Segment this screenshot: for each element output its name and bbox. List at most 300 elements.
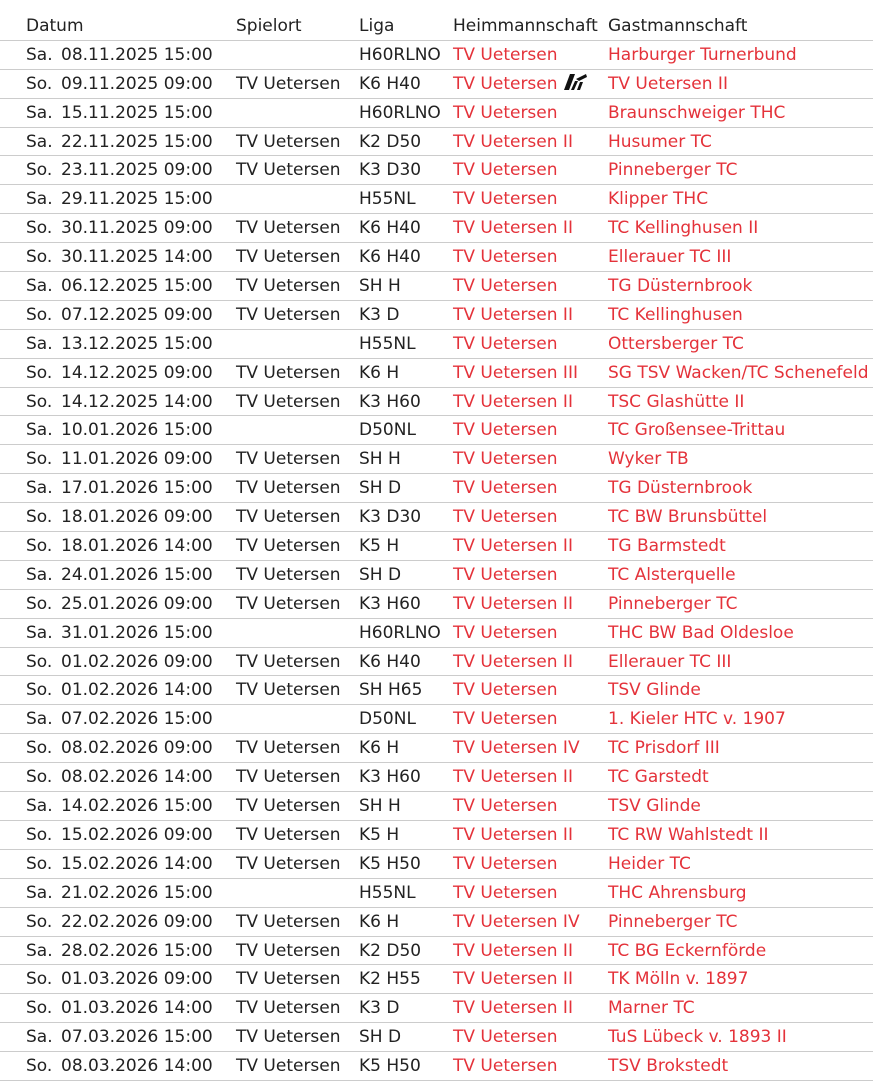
row-spielort (236, 561, 341, 589)
row-weekday-text: So. (26, 651, 53, 672)
row-gastmannschaft-text[interactable]: TC Großensee-Trittau (608, 420, 786, 441)
row-heimmannschaft-text[interactable]: TV Uetersen II (453, 131, 573, 152)
row-spielort (236, 850, 341, 878)
row-date-text: 25.01.2026 09:00 (61, 593, 213, 614)
row-liga-text: K6 H40 (359, 218, 421, 239)
row-heimmannschaft-text[interactable]: TV Uetersen II (453, 391, 573, 412)
row-heimmannschaft-text[interactable]: TV Uetersen II (453, 998, 573, 1019)
row-weekday (26, 156, 52, 184)
row-spielort-text: TV Uetersen (236, 391, 341, 412)
row-liga-text: K6 H (359, 738, 400, 759)
row-gastmannschaft-text[interactable]: TSV Glinde (608, 796, 701, 817)
row-weekday-text: So. (26, 1056, 53, 1077)
row-gastmannschaft[interactable] (608, 503, 767, 531)
row-gastmannschaft-text[interactable]: 1. Kieler HTC v. 1907 (608, 709, 786, 730)
row-gastmannschaft[interactable] (608, 416, 785, 444)
row-weekday (26, 185, 53, 213)
row-weekday (26, 908, 52, 936)
row-gastmannschaft-text[interactable]: Husumer TC (608, 131, 712, 152)
row-gastmannschaft-text[interactable]: Heider TC (608, 853, 691, 874)
row-gastmannschaft[interactable] (608, 185, 708, 213)
header-gastmannschaft: Gastmannschaft (608, 16, 748, 36)
row-heimmannschaft[interactable] (453, 388, 573, 416)
table-row (0, 965, 873, 994)
row-date (61, 705, 213, 733)
row-heimmannschaft[interactable] (453, 1023, 558, 1051)
row-heimmannschaft-text[interactable]: TV Uetersen (453, 507, 558, 528)
row-heimmannschaft[interactable] (453, 763, 573, 791)
row-weekday-text: So. (26, 767, 53, 788)
row-liga-text: K3 H60 (359, 767, 421, 788)
row-liga (359, 879, 416, 907)
row-gastmannschaft-text[interactable]: Ellerauer TC III (608, 651, 732, 672)
row-gastmannschaft[interactable] (608, 821, 769, 849)
row-gastmannschaft[interactable] (608, 156, 737, 184)
row-weekday (26, 243, 52, 271)
row-gastmannschaft-text[interactable]: Pinneberger TC (608, 160, 738, 181)
row-gastmannschaft[interactable] (608, 243, 731, 271)
row-gastmannschaft-text[interactable]: Braunschweiger THC (608, 102, 786, 123)
row-date (61, 734, 213, 762)
row-liga (359, 41, 441, 69)
row-heimmannschaft[interactable] (453, 330, 558, 358)
row-date (61, 474, 213, 502)
row-heimmannschaft-text[interactable]: TV Uetersen (453, 247, 558, 268)
row-liga (359, 590, 421, 618)
row-liga-text: H55NL (359, 882, 416, 903)
row-gastmannschaft[interactable] (608, 908, 737, 936)
row-spielort-text: TV Uetersen (236, 449, 341, 470)
row-liga-text: H55NL (359, 189, 416, 210)
row-gastmannschaft[interactable] (608, 619, 794, 647)
row-date (61, 532, 213, 560)
row-gastmannschaft-text[interactable]: Marner TC (608, 998, 695, 1019)
row-weekday (26, 561, 53, 589)
row-date (61, 619, 213, 647)
row-weekday-text: So. (26, 998, 53, 1019)
row-gastmannschaft[interactable] (608, 128, 712, 156)
row-weekday (26, 590, 52, 618)
table-row (0, 41, 873, 70)
table-row (0, 705, 873, 734)
row-gastmannschaft[interactable] (608, 1023, 787, 1051)
row-heimmannschaft-text[interactable]: TV Uetersen II (453, 969, 573, 990)
row-gastmannschaft-text[interactable]: Pinneberger TC (608, 593, 738, 614)
row-gastmannschaft-text[interactable]: TV Uetersen II (608, 73, 728, 94)
row-heimmannschaft[interactable] (453, 474, 558, 502)
row-gastmannschaft[interactable] (608, 561, 736, 589)
row-gastmannschaft-text[interactable]: TG Düsternbrook (608, 276, 753, 297)
row-liga (359, 1023, 401, 1051)
row-date-text: 10.01.2026 15:00 (61, 420, 213, 441)
row-liga-text: K3 D30 (359, 160, 422, 181)
row-heimmannschaft-text[interactable]: TV Uetersen IV (453, 738, 580, 759)
table-row (0, 156, 873, 185)
row-liga-text: K6 H (359, 911, 400, 932)
table-row (0, 792, 873, 821)
row-heimmannschaft-text[interactable]: TV Uetersen (453, 276, 558, 297)
row-date (61, 676, 213, 704)
table-row (0, 1023, 873, 1052)
row-date-text: 01.03.2026 09:00 (61, 969, 213, 990)
row-gastmannschaft-text[interactable]: Klipper THC (608, 189, 709, 210)
table-row (0, 272, 873, 301)
row-heimmannschaft-text[interactable]: TV Uetersen (453, 1056, 558, 1077)
row-heimmannschaft[interactable] (453, 185, 558, 213)
row-gastmannschaft[interactable] (608, 850, 691, 878)
row-heimmannschaft[interactable] (453, 272, 558, 300)
row-heimmannschaft-text[interactable]: TV Uetersen (453, 622, 558, 643)
row-spielort (236, 1052, 341, 1080)
row-liga-text: K6 H40 (359, 651, 421, 672)
row-liga (359, 532, 399, 560)
row-heimmannschaft[interactable] (453, 1052, 558, 1080)
row-gastmannschaft-text[interactable]: SG TSV Wacken/TC Schenefeld (608, 362, 869, 383)
row-date (61, 330, 213, 358)
row-heimmannschaft[interactable] (453, 70, 588, 98)
row-date (61, 301, 213, 329)
row-weekday (26, 474, 53, 502)
row-gastmannschaft[interactable] (608, 70, 728, 98)
row-weekday-text: So. (26, 218, 53, 239)
row-heimmannschaft[interactable] (453, 561, 558, 589)
table-row (0, 879, 873, 908)
row-spielort-text: TV Uetersen (236, 218, 341, 239)
row-liga-text: K6 H40 (359, 73, 421, 94)
row-gastmannschaft[interactable] (608, 1052, 728, 1080)
row-gastmannschaft[interactable] (608, 590, 737, 618)
row-spielort-text: TV Uetersen (236, 824, 341, 845)
row-spielort (236, 156, 341, 184)
row-weekday-text: So. (26, 680, 53, 701)
row-liga-text: K3 D (359, 304, 400, 325)
row-weekday-text: So. (26, 969, 53, 990)
table-row (0, 676, 873, 705)
row-date-text: 01.02.2026 09:00 (61, 651, 213, 672)
row-gastmannschaft-text[interactable]: Pinneberger TC (608, 911, 738, 932)
row-gastmannschaft[interactable] (608, 994, 695, 1022)
row-liga-text: SH H (359, 276, 401, 297)
row-liga (359, 705, 416, 733)
row-gastmannschaft-text[interactable]: TK Mölln v. 1897 (608, 969, 749, 990)
row-liga-text: K5 H (359, 824, 400, 845)
row-date-text: 28.02.2026 15:00 (61, 940, 213, 961)
row-liga-text: K5 H (359, 536, 400, 557)
row-spielort (236, 128, 341, 156)
row-liga-text: K2 D50 (359, 940, 422, 961)
row-liga-text: K6 H (359, 362, 400, 383)
row-weekday-text: Sa. (26, 189, 53, 210)
row-heimmannschaft-text[interactable]: TV Uetersen (453, 160, 558, 181)
row-gastmannschaft[interactable] (608, 272, 752, 300)
row-gastmannschaft[interactable] (608, 879, 747, 907)
row-weekday (26, 272, 53, 300)
row-heimmannschaft[interactable] (453, 994, 573, 1022)
row-heimmannschaft-text[interactable]: TV Uetersen (453, 1027, 558, 1048)
table-row (0, 330, 873, 359)
row-spielort-text: TV Uetersen (236, 362, 341, 383)
row-weekday-text: Sa. (26, 478, 53, 499)
row-heimmannschaft[interactable] (453, 359, 578, 387)
row-date-text: 08.02.2026 14:00 (61, 767, 213, 788)
row-gastmannschaft-text[interactable]: THC Ahrensburg (608, 882, 747, 903)
row-heimmannschaft-text[interactable]: TV Uetersen (453, 882, 558, 903)
row-heimmannschaft-text[interactable]: TV Uetersen (453, 478, 558, 499)
row-weekday-text: Sa. (26, 882, 53, 903)
row-gastmannschaft[interactable] (608, 330, 744, 358)
row-gastmannschaft-text[interactable]: TC Kellinghusen (608, 304, 743, 325)
row-weekday-text: So. (26, 507, 53, 528)
row-heimmannschaft[interactable] (453, 821, 573, 849)
row-liga (359, 359, 399, 387)
row-liga (359, 156, 421, 184)
row-weekday-text: So. (26, 824, 53, 845)
row-liga (359, 648, 421, 676)
header-datum: Datum (26, 16, 84, 36)
row-date-text: 18.01.2026 14:00 (61, 536, 213, 557)
row-spielort-text: TV Uetersen (236, 131, 341, 152)
row-heimmannschaft[interactable] (453, 908, 580, 936)
row-liga (359, 994, 399, 1022)
row-heimmannschaft[interactable] (453, 792, 558, 820)
row-spielort (236, 214, 341, 242)
row-heimmannschaft[interactable] (453, 243, 558, 271)
row-gastmannschaft-text[interactable]: Ellerauer TC III (608, 247, 732, 268)
row-weekday (26, 388, 52, 416)
row-date (61, 156, 213, 184)
table-row (0, 821, 873, 850)
row-weekday-text: Sa. (26, 796, 53, 817)
row-liga-text: H60RLNO (359, 44, 441, 65)
row-gastmannschaft[interactable] (608, 676, 701, 704)
row-date-text: 21.02.2026 15:00 (61, 882, 213, 903)
row-gastmannschaft[interactable] (608, 937, 766, 965)
row-weekday (26, 734, 52, 762)
row-spielort-text: TV Uetersen (236, 940, 341, 961)
row-date-text: 14.02.2026 15:00 (61, 796, 213, 817)
row-heimmannschaft-text[interactable]: TV Uetersen II (453, 304, 573, 325)
row-weekday-text: Sa. (26, 276, 53, 297)
row-heimmannschaft-text[interactable]: TV Uetersen (453, 420, 558, 441)
row-spielort-text: TV Uetersen (236, 247, 341, 268)
row-gastmannschaft[interactable] (608, 301, 743, 329)
row-heimmannschaft-text[interactable]: TV Uetersen (453, 73, 558, 94)
row-spielort-text: TV Uetersen (236, 651, 341, 672)
row-gastmannschaft-text[interactable]: TuS Lübeck v. 1893 II (608, 1027, 787, 1048)
row-gastmannschaft-text[interactable]: Ottersberger TC (608, 333, 744, 354)
row-liga-text: H60RLNO (359, 102, 441, 123)
row-gastmannschaft[interactable] (608, 648, 731, 676)
row-heimmannschaft-text[interactable]: TV Uetersen II (453, 824, 573, 845)
row-heimmannschaft[interactable] (453, 705, 558, 733)
row-spielort-text: TV Uetersen (236, 911, 341, 932)
row-date-text: 23.11.2025 09:00 (61, 160, 213, 181)
row-weekday (26, 965, 52, 993)
row-heimmannschaft[interactable] (453, 416, 558, 444)
row-liga (359, 445, 401, 473)
row-heimmannschaft[interactable] (453, 156, 558, 184)
row-heimmannschaft-text[interactable]: TV Uetersen II (453, 536, 573, 557)
row-heimmannschaft-text[interactable]: TV Uetersen (453, 853, 558, 874)
row-heimmannschaft[interactable] (453, 879, 558, 907)
row-heimmannschaft-text[interactable]: TV Uetersen III (453, 362, 578, 383)
row-gastmannschaft-text[interactable]: TC BW Brunsbüttel (608, 507, 768, 528)
row-gastmannschaft-text[interactable]: TC Garstedt (608, 767, 709, 788)
row-date (61, 214, 213, 242)
row-gastmannschaft-text[interactable]: Harburger Turnerbund (608, 44, 797, 65)
row-heimmannschaft[interactable] (453, 301, 573, 329)
row-liga-text: SH D (359, 478, 402, 499)
row-gastmannschaft[interactable] (608, 734, 720, 762)
row-spielort (236, 301, 341, 329)
row-weekday (26, 301, 52, 329)
row-heimmannschaft-text[interactable]: TV Uetersen (453, 189, 558, 210)
row-heimmannschaft-text[interactable]: TV Uetersen (453, 333, 558, 354)
row-date-text: 22.02.2026 09:00 (61, 911, 213, 932)
table-row (0, 185, 873, 214)
row-weekday-text: Sa. (26, 940, 53, 961)
row-heimmannschaft[interactable] (453, 965, 573, 993)
row-heimmannschaft-text[interactable]: TV Uetersen (453, 796, 558, 817)
row-gastmannschaft-text[interactable]: TC BG Eckernförde (608, 940, 767, 961)
row-date-text: 24.01.2026 15:00 (61, 564, 213, 585)
row-weekday-text: So. (26, 391, 53, 412)
table-row (0, 937, 873, 966)
row-gastmannschaft-text[interactable]: TC RW Wahlstedt II (608, 824, 769, 845)
row-gastmannschaft-text[interactable]: TSC Glashütte II (608, 391, 745, 412)
row-heimmannschaft[interactable] (453, 734, 580, 762)
table-row (0, 532, 873, 561)
row-spielort (236, 445, 341, 473)
row-gastmannschaft-text[interactable]: TG Düsternbrook (608, 478, 753, 499)
row-date-text: 07.12.2025 09:00 (61, 304, 213, 325)
row-date-text: 08.02.2026 09:00 (61, 738, 213, 759)
row-spielort (236, 908, 341, 936)
row-heimmannschaft[interactable] (453, 850, 558, 878)
row-date-text: 22.11.2025 15:00 (61, 131, 213, 152)
row-date (61, 359, 213, 387)
row-heimmannschaft-text[interactable]: TV Uetersen IV (453, 911, 580, 932)
row-heimmannschaft-text[interactable]: TV Uetersen (453, 680, 558, 701)
row-weekday (26, 1052, 52, 1080)
row-heimmannschaft-text[interactable]: TV Uetersen II (453, 651, 573, 672)
table-header-row (0, 12, 873, 41)
table-row (0, 994, 873, 1023)
row-weekday-text: So. (26, 247, 53, 268)
row-gastmannschaft-text[interactable]: THC BW Bad Oldesloe (608, 622, 794, 643)
row-spielort-text: TV Uetersen (236, 1056, 341, 1077)
row-liga-text: K3 D (359, 998, 400, 1019)
row-spielort-text: TV Uetersen (236, 478, 341, 499)
header-spielort: Spielort (236, 16, 302, 36)
row-gastmannschaft[interactable] (608, 532, 726, 560)
row-gastmannschaft[interactable] (608, 388, 744, 416)
row-date (61, 1052, 213, 1080)
row-liga (359, 503, 421, 531)
row-gastmannschaft-text[interactable]: TG Barmstedt (608, 536, 726, 557)
row-heimmannschaft[interactable] (453, 619, 558, 647)
row-weekday-text: So. (26, 738, 53, 759)
row-heimmannschaft-text[interactable]: TV Uetersen (453, 449, 558, 470)
row-gastmannschaft[interactable] (608, 792, 701, 820)
row-gastmannschaft-text[interactable]: TSV Brokstedt (608, 1056, 729, 1077)
row-weekday (26, 70, 52, 98)
row-liga-text: K3 H60 (359, 593, 421, 614)
row-heimmannschaft-text[interactable]: TV Uetersen II (453, 593, 573, 614)
row-heimmannschaft[interactable] (453, 41, 558, 69)
row-date-text: 29.11.2025 15:00 (61, 189, 213, 210)
row-gastmannschaft-text[interactable]: TC Alsterquelle (608, 564, 736, 585)
row-heimmannschaft[interactable] (453, 214, 573, 242)
row-gastmannschaft[interactable] (608, 445, 689, 473)
row-liga (359, 474, 401, 502)
row-gastmannschaft-text[interactable]: Wyker TB (608, 449, 689, 470)
row-date (61, 243, 213, 271)
row-weekday (26, 99, 53, 127)
row-heimmannschaft[interactable] (453, 676, 558, 704)
row-date (61, 128, 213, 156)
table-row (0, 128, 873, 157)
row-date (61, 272, 213, 300)
table-row (0, 648, 873, 677)
row-liga-text: H55NL (359, 333, 416, 354)
row-gastmannschaft[interactable] (608, 705, 786, 733)
row-liga (359, 214, 421, 242)
row-gastmannschaft-text[interactable]: TC Kellinghusen II (608, 218, 759, 239)
row-heimmannschaft[interactable] (453, 99, 558, 127)
row-gastmannschaft[interactable] (608, 99, 785, 127)
row-heimmannschaft[interactable] (453, 532, 573, 560)
row-date (61, 445, 213, 473)
row-gastmannschaft-text[interactable]: TSV Glinde (608, 680, 701, 701)
row-weekday (26, 359, 52, 387)
row-heimmannschaft-text[interactable]: TV Uetersen (453, 44, 558, 65)
row-spielort (236, 388, 341, 416)
row-date-text: 15.02.2026 09:00 (61, 824, 213, 845)
row-gastmannschaft[interactable] (608, 763, 709, 791)
row-heimmannschaft-text[interactable]: TV Uetersen (453, 709, 558, 730)
row-heimmannschaft-text[interactable]: TV Uetersen (453, 102, 558, 123)
row-date (61, 648, 213, 676)
table-row (0, 503, 873, 532)
row-spielort-text: TV Uetersen (236, 536, 341, 557)
row-heimmannschaft-text[interactable]: TV Uetersen II (453, 767, 573, 788)
row-heimmannschaft[interactable] (453, 590, 573, 618)
row-liga-text: D50NL (359, 420, 416, 441)
row-heimmannschaft-text[interactable]: TV Uetersen II (453, 218, 573, 239)
row-heimmannschaft-text[interactable]: TV Uetersen (453, 564, 558, 585)
row-gastmannschaft[interactable] (608, 41, 797, 69)
row-heimmannschaft[interactable] (453, 128, 573, 156)
row-heimmannschaft[interactable] (453, 503, 558, 531)
row-liga-text: H60RLNO (359, 622, 441, 643)
row-weekday (26, 676, 52, 704)
row-gastmannschaft[interactable] (608, 214, 758, 242)
row-heimmannschaft[interactable] (453, 937, 573, 965)
row-gastmannschaft[interactable] (608, 474, 752, 502)
row-date-text: 07.03.2026 15:00 (61, 1027, 213, 1048)
row-heimmannschaft-text[interactable]: TV Uetersen II (453, 940, 573, 961)
row-gastmannschaft[interactable] (608, 359, 869, 387)
table-row (0, 99, 873, 128)
row-heimmannschaft[interactable] (453, 445, 558, 473)
row-weekday (26, 214, 52, 242)
row-gastmannschaft[interactable] (608, 965, 748, 993)
row-heimmannschaft[interactable] (453, 648, 573, 676)
table-row (0, 1052, 873, 1081)
row-liga (359, 330, 416, 358)
row-gastmannschaft-text[interactable]: TC Prisdorf III (608, 738, 720, 759)
